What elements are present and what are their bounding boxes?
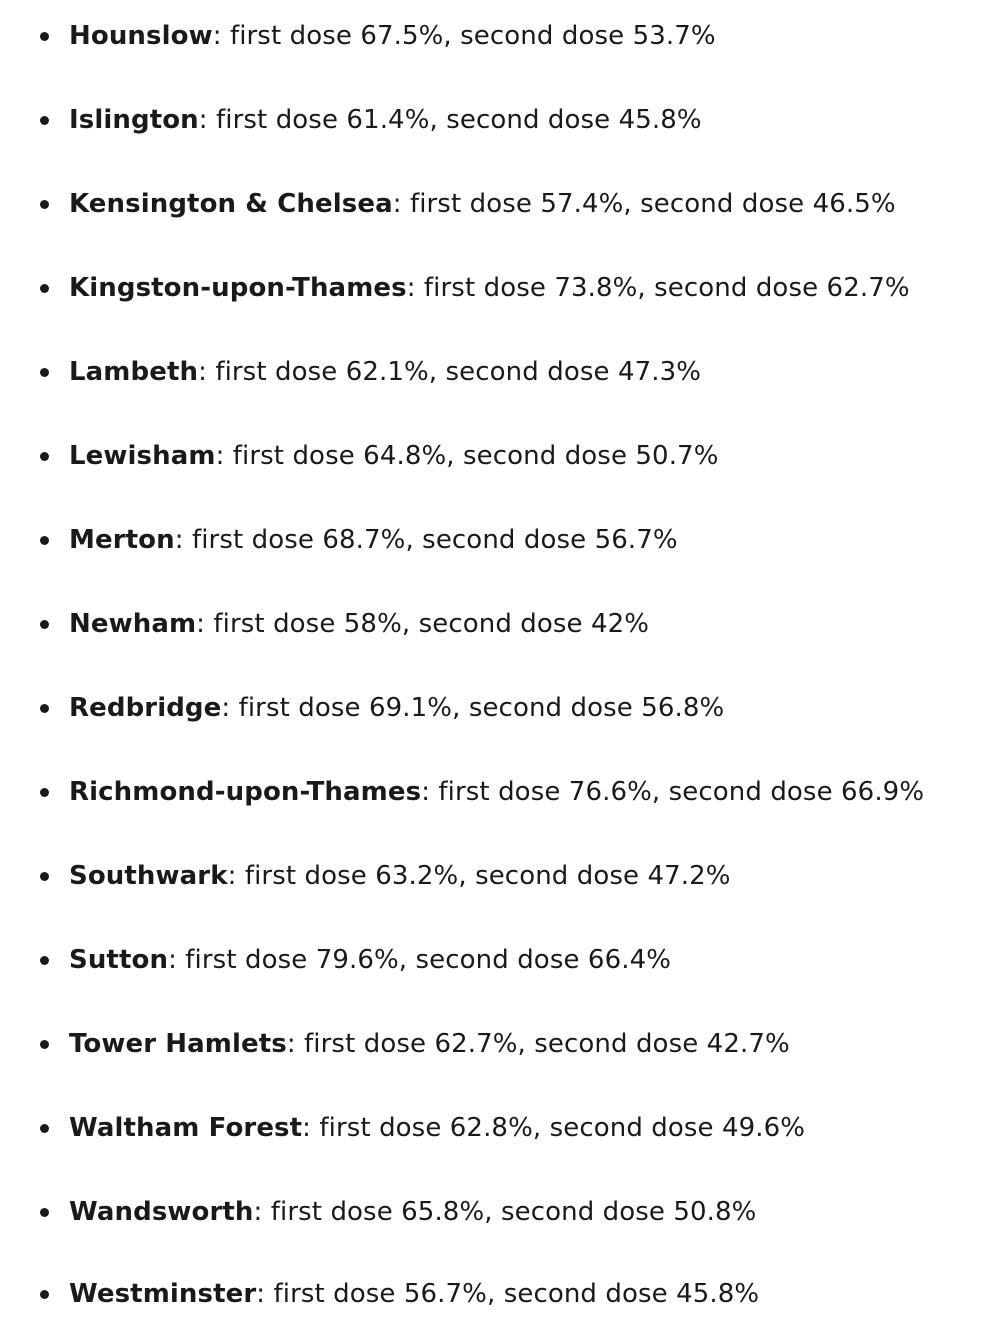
list-item <box>40 268 1000 308</box>
list-item <box>40 1192 1000 1232</box>
list-item <box>40 604 1000 644</box>
bullet-icon <box>40 1040 49 1049</box>
borough-name: Kingston-upon-Thames <box>69 273 407 303</box>
bullet-icon <box>40 452 49 461</box>
borough-name: Waltham Forest <box>69 1113 303 1143</box>
borough-name: Hounslow <box>69 21 213 51</box>
dose-detail: : first dose 62.7%, second dose 42.7% <box>286 1029 790 1059</box>
borough-name: Newham <box>69 609 197 639</box>
list-item <box>40 1274 1000 1314</box>
list-item <box>40 688 1000 728</box>
dose-detail: : first dose 58%, second dose 42% <box>196 609 650 639</box>
borough-name: Merton <box>69 525 175 555</box>
bullet-icon <box>40 1208 49 1217</box>
dose-detail: : first dose 79.6%, second dose 66.4% <box>168 945 672 975</box>
list-item <box>40 184 1000 224</box>
bullet-icon <box>40 200 49 209</box>
dose-detail: : first dose 56.7%, second dose 45.8% <box>256 1279 760 1309</box>
list-item <box>40 856 1000 896</box>
dose-detail: : first dose 69.1%, second dose 56.8% <box>221 693 725 723</box>
borough-name: Redbridge <box>69 693 222 723</box>
borough-name: Islington <box>69 105 199 135</box>
bullet-icon <box>40 704 49 713</box>
bullet-icon <box>40 536 49 545</box>
bullet-icon <box>40 956 49 965</box>
list-item <box>40 100 1000 140</box>
dose-detail: : first dose 57.4%, second dose 46.5% <box>392 189 896 219</box>
bullet-icon <box>40 872 49 881</box>
bullet-icon <box>40 32 49 41</box>
list-item <box>40 940 1000 980</box>
bullet-icon <box>40 284 49 293</box>
dose-detail: : first dose 65.8%, second dose 50.8% <box>253 1197 757 1227</box>
borough-name: Kensington & Chelsea <box>69 189 393 219</box>
list-item <box>40 1108 1000 1148</box>
bullet-icon <box>40 620 49 629</box>
dose-detail: : first dose 67.5%, second dose 53.7% <box>212 21 716 51</box>
bullet-icon <box>40 1290 49 1299</box>
list-item <box>40 352 1000 392</box>
dose-detail: : first dose 68.7%, second dose 56.7% <box>174 525 678 555</box>
bullet-icon <box>40 116 49 125</box>
borough-name: Tower Hamlets <box>69 1029 287 1059</box>
dose-detail: : first dose 62.8%, second dose 49.6% <box>302 1113 806 1143</box>
borough-name: Southwark <box>69 861 228 891</box>
list-item <box>40 1024 1000 1064</box>
bullet-icon <box>40 788 49 797</box>
dose-detail: : first dose 61.4%, second dose 45.8% <box>198 105 702 135</box>
dose-detail: : first dose 64.8%, second dose 50.7% <box>215 441 719 471</box>
list-item <box>40 772 1000 812</box>
dose-detail: : first dose 73.8%, second dose 62.7% <box>406 273 910 303</box>
borough-name: Lewisham <box>69 441 216 471</box>
list-item <box>40 520 1000 560</box>
dose-detail: : first dose 62.1%, second dose 47.3% <box>198 357 702 387</box>
bullet-icon <box>40 1124 49 1133</box>
bullet-icon <box>40 368 49 377</box>
list-item <box>40 436 1000 476</box>
borough-name: Sutton <box>69 945 169 975</box>
list-item <box>40 16 1000 56</box>
borough-name: Lambeth <box>69 357 199 387</box>
borough-name: Wandsworth <box>69 1197 254 1227</box>
borough-name: Westminster <box>69 1279 257 1309</box>
borough-name: Richmond-upon-Thames <box>69 777 422 807</box>
dose-detail: : first dose 63.2%, second dose 47.2% <box>227 861 731 891</box>
dose-detail: : first dose 76.6%, second dose 66.9% <box>421 777 925 807</box>
